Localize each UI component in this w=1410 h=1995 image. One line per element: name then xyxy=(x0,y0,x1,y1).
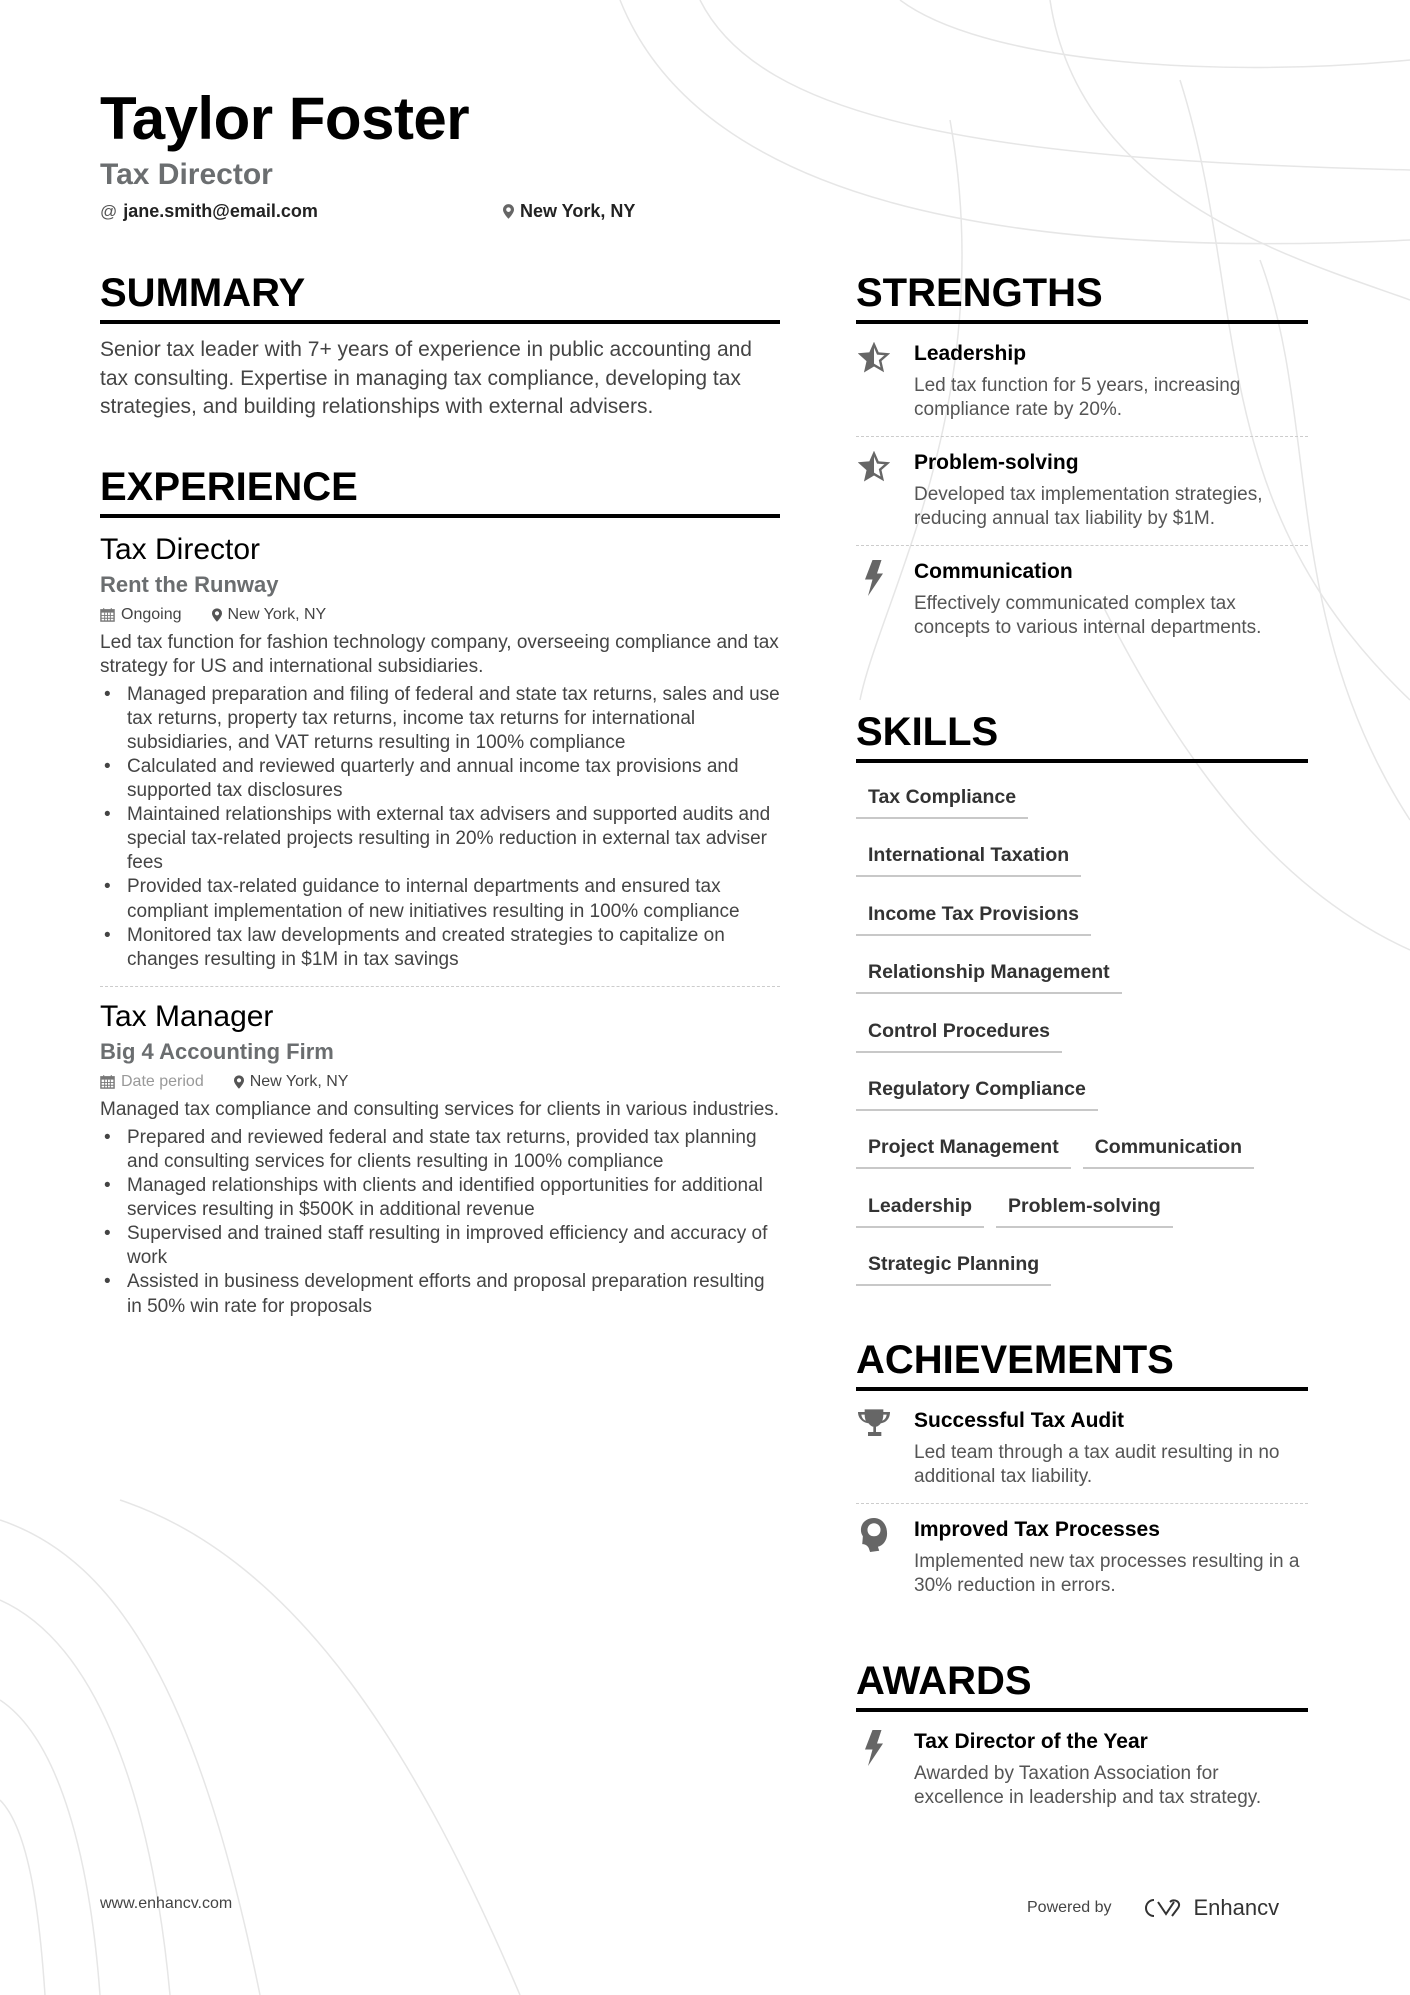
skills-section xyxy=(856,709,1308,1305)
job-location: New York, NY xyxy=(227,605,327,623)
job-bullets xyxy=(100,683,780,972)
skill-tag: Communication xyxy=(1083,1129,1254,1169)
location-pin-icon xyxy=(212,608,222,622)
skill-tag: Strategic Planning xyxy=(856,1246,1051,1286)
skill-tag: Tax Compliance xyxy=(856,779,1028,819)
strengths-section xyxy=(856,270,1308,654)
achievements-section xyxy=(856,1337,1308,1612)
skill-tag: International Taxation xyxy=(856,837,1081,877)
skill-tag: Control Procedures xyxy=(856,1013,1062,1053)
skill-tag: Income Tax Provisions xyxy=(856,896,1091,936)
strength-item xyxy=(856,436,1308,545)
strength-description: Effectively communicated complex tax concepts to various internal departments. xyxy=(914,593,1262,638)
head-icon xyxy=(859,1518,889,1552)
location-text: New York, NY xyxy=(520,201,636,221)
bullet-item: • Provided tax-related guidance to internal departments and ensured tax compliant implementation of new initiatives resulting in 100% compliance xyxy=(100,875,780,923)
entry-divider xyxy=(100,986,780,987)
powered-by-text: Powered by xyxy=(1027,1899,1112,1916)
bullet-item: • Assisted in business development efforts and proposal preparation resulting in 50% win rate for proposals xyxy=(100,1270,780,1318)
skill-tag: Project Management xyxy=(856,1129,1071,1169)
achievement-title: Improved Tax Processes xyxy=(914,1518,1160,1541)
bullet-item: • Prepared and reviewed federal and state tax returns, provided tax planning and consulting services for clients resulting in 100% compliance xyxy=(100,1126,780,1174)
strength-title: Problem-solving xyxy=(914,451,1079,474)
skills-list xyxy=(856,779,1308,1305)
bullet-item: • Calculated and reviewed quarterly and annual income tax provisions and supported tax disclosures xyxy=(100,755,780,803)
achievement-item xyxy=(856,1503,1308,1612)
achievement-description: Led team through a tax audit resulting in no additional tax liability. xyxy=(914,1442,1280,1487)
bullet-item: • Monitored tax law developments and created strategies to capitalize on changes resulting in $1M in tax savings xyxy=(100,924,780,972)
achievement-item xyxy=(856,1395,1308,1503)
footer-branding[interactable] xyxy=(1027,1895,1279,1921)
summary-text: Senior tax leader with 7+ years of experience in public accounting and tax consulting. Expertise in managing tax compliance, developing tax strategies, and building relationships with external advisers. xyxy=(100,338,752,418)
candidate-title: Tax Director xyxy=(100,158,273,191)
job-meta xyxy=(100,603,780,627)
bullet-item: • Maintained relationships with external tax advisers and supported audits and special tax-related projects resulting in 20% reduction in external tax adviser fees xyxy=(100,803,780,875)
at-icon: @ xyxy=(100,201,118,221)
job-period: Date period xyxy=(121,1072,204,1090)
location-pin-icon xyxy=(234,1075,244,1089)
section-heading: ACHIEVEMENTS xyxy=(856,1337,1308,1391)
strength-title: Leadership xyxy=(914,342,1027,365)
footer-website-link[interactable]: www.enhancv.com xyxy=(100,1895,233,1912)
job-bullets xyxy=(100,1126,780,1319)
candidate-name: Taylor Foster xyxy=(100,85,470,152)
skill-tag: Regulatory Compliance xyxy=(856,1071,1098,1111)
award-description: Awarded by Taxation Association for excellence in leadership and tax strategy. xyxy=(914,1763,1262,1808)
enhancv-brand-text: Enhancv xyxy=(1193,1895,1280,1920)
job-company: Rent the Runway xyxy=(100,571,279,597)
location-pin-icon xyxy=(503,204,514,219)
skill-tag: Problem-solving xyxy=(996,1188,1173,1228)
strength-description: Developed tax implementation strategies, reducing annual tax liability by $1M. xyxy=(914,484,1263,529)
summary-section xyxy=(100,270,780,422)
star-half-icon xyxy=(858,451,890,483)
calendar-icon xyxy=(100,1074,115,1089)
section-heading: SUMMARY xyxy=(100,270,780,324)
experience-entry xyxy=(100,532,780,972)
bullet-item: • Supervised and trained staff resulting in improved efficiency and accuracy of work xyxy=(100,1222,780,1270)
strength-item xyxy=(856,328,1308,436)
bullet-item: • Managed preparation and filing of federal and state tax returns, sales and use tax returns, property tax returns, income tax returns for international subsidiaries, and VAT returns resulting in 100% compliance xyxy=(100,683,780,755)
bullet-item: • Managed relationships with clients and identified opportunities for additional services resulting in $500K in additional revenue xyxy=(100,1174,780,1222)
job-location: New York, NY xyxy=(249,1072,349,1090)
enhancv-logo-icon xyxy=(1140,1897,1186,1919)
skill-tag: Relationship Management xyxy=(856,954,1122,994)
strength-title: Communication xyxy=(914,560,1073,583)
job-period: Ongoing xyxy=(121,605,182,623)
job-company: Big 4 Accounting Firm xyxy=(100,1038,334,1064)
trophy-icon xyxy=(858,1409,890,1439)
job-description: Managed tax compliance and consulting services for clients in various industries. xyxy=(100,1098,780,1120)
experience-entry xyxy=(100,999,780,1319)
strength-item xyxy=(856,545,1308,654)
strength-description: Led tax function for 5 years, increasing compliance rate by 20%. xyxy=(914,375,1241,420)
awards-section xyxy=(856,1658,1308,1824)
award-item xyxy=(856,1716,1308,1824)
left-column xyxy=(100,270,780,1319)
section-heading: STRENGTHS xyxy=(856,270,1308,324)
email-text: jane.smith@email.com xyxy=(123,201,318,221)
experience-section xyxy=(100,464,780,1319)
section-heading: SKILLS xyxy=(856,709,1308,763)
job-description: Led tax function for fashion technology company, overseeing compliance and tax strategy for US and international subsidiaries. xyxy=(100,631,779,677)
calendar-icon xyxy=(100,607,115,622)
achievement-title: Successful Tax Audit xyxy=(914,1409,1125,1432)
lightning-icon xyxy=(863,1730,885,1766)
lightning-icon xyxy=(863,560,885,596)
contact-email[interactable] xyxy=(100,201,318,222)
section-heading: AWARDS xyxy=(856,1658,1308,1712)
job-role: Tax Director xyxy=(100,532,261,566)
contact-location xyxy=(503,201,635,222)
job-role: Tax Manager xyxy=(100,999,274,1033)
award-title: Tax Director of the Year xyxy=(914,1730,1148,1753)
section-heading: EXPERIENCE xyxy=(100,464,780,518)
job-meta xyxy=(100,1070,780,1094)
achievement-description: Implemented new tax processes resulting in a 30% reduction in errors. xyxy=(914,1551,1300,1596)
star-half-icon xyxy=(858,342,890,374)
skill-tag: Leadership xyxy=(856,1188,984,1228)
